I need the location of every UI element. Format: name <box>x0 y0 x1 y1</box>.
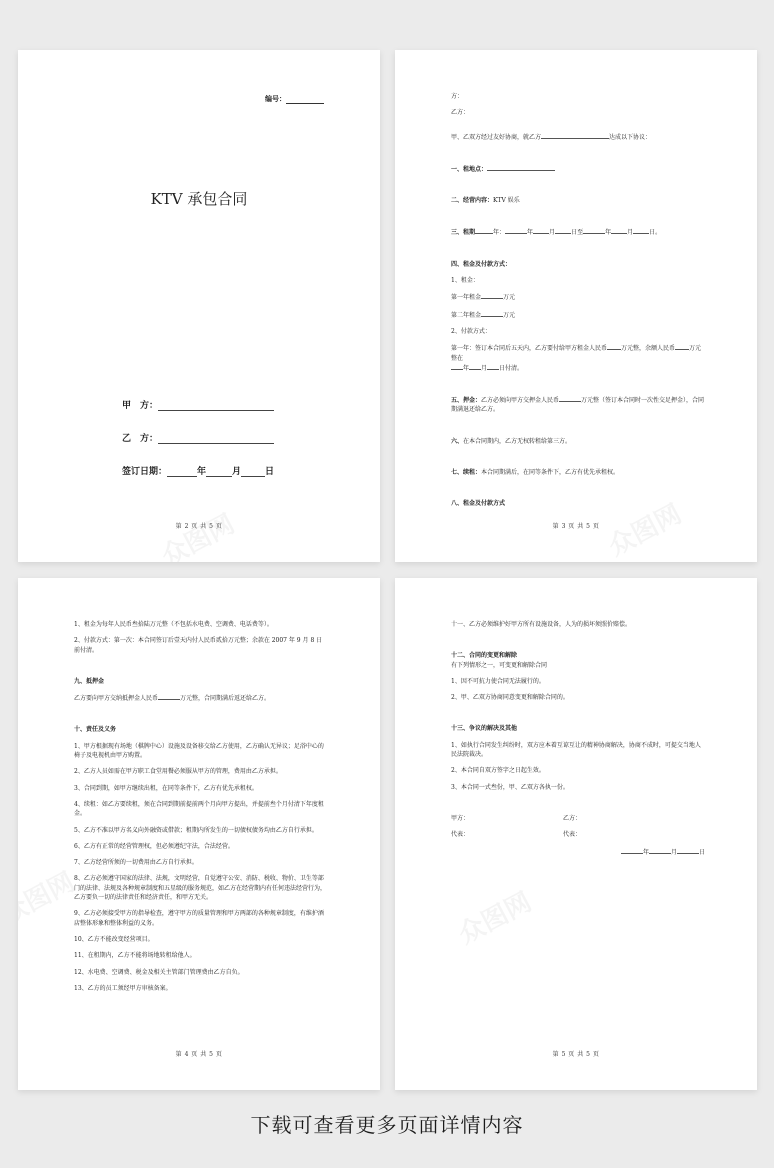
document-page-3 <box>395 50 757 562</box>
party-b-sign-label: 乙方： <box>563 814 582 822</box>
text-line: 1、甲方根据现有场地（棋牌中心）设施及设备移交给乙方使用，乙方确认无异议；足浴中心的椅子及电视机由甲方购置。 <box>74 742 324 760</box>
text-line: 10、乙方不能改变经营项目。 <box>74 935 154 943</box>
text-line: 11、在租期内，乙方不能将场地转租给他人。 <box>74 952 196 960</box>
month-underline <box>206 467 232 477</box>
text-line: 第二年租金 万元 <box>451 311 516 319</box>
text-line: 七、续租：本合同期满后，在同等条件下，乙方有优先承租权。 <box>451 469 620 477</box>
section-heading: 八、租金及付款方式 <box>451 500 506 508</box>
text-line: 2、甲、乙双方协商同意变更和解除合同的。 <box>451 694 569 702</box>
download-caption: 下载可查看更多页面详情内容 <box>250 1113 524 1137</box>
text-line: 4、续租：如乙方要续租，须在合同到期前提前两个月向甲方提出，并提前叁个月付清下年度租金。 <box>74 800 324 818</box>
text-line: 乙方要向甲方交纳抵押金人民币 万元整，合同期满后返还给乙方。 <box>74 695 271 703</box>
serial-number-field <box>265 94 324 104</box>
section-heading: 一、租地点： <box>451 164 705 174</box>
text-line: 第一年租金 万元 <box>451 294 516 302</box>
text-line: 六、在本合同期内，乙方无权转租给第三方。 <box>451 437 572 445</box>
text-line: 8、乙方必须遵守国家的法律、法规，文明经营，自觉遵守公安、消防、税收、物价、卫生等部门的法律、法规及各种规章制度和五星级的服务规范，如乙方在经营期内有任何违法经营行为，乙方要负一切的法律责任和经济责任，和甲方无关。 <box>74 875 327 902</box>
watermark <box>451 882 537 951</box>
party-b-underline <box>158 434 274 444</box>
text-line: 1、租金： <box>451 277 479 285</box>
sign-date-field <box>122 464 274 477</box>
section-heading: 九、抵押金 <box>74 677 105 685</box>
text-line: 9、乙方必须接受甲方的指导检查，遵守甲方的质量管理和甲方两部的各种规章制度，有维护酒店整体形象和整体利益的义务。 <box>74 910 324 927</box>
party-b-rep-label: 代表： <box>563 831 582 839</box>
text-line: 甲、乙双方经过友好协商，就乙方 达成以下协议： <box>451 133 652 141</box>
year-underline <box>167 467 197 477</box>
party-b-label: 乙 方： <box>122 434 159 444</box>
party-a-underline <box>158 401 274 411</box>
text-line: 方： <box>451 93 464 100</box>
page-footer: 第 2 页 共 5 页 <box>175 523 223 530</box>
month-label: 月 <box>232 467 242 477</box>
text-line: 1、租金为每年人民币叁拾陆万元整（不包括水电费、空调费、电话费等）。 <box>74 621 273 628</box>
party-a-rep-label: 代表： <box>451 831 470 839</box>
section-heading: 二、经营内容：KTV 娱乐 <box>451 197 520 205</box>
sign-date: 年 月 日 <box>451 847 705 857</box>
serial-underline <box>286 96 324 104</box>
text-line: 三、租期 年： 年 月 日至 年 月 日。 <box>451 229 662 237</box>
text-line: 2、乙方人员如需在甲方职工食堂用餐必须服从甲方的管理，费用由乙方承担。 <box>74 768 282 776</box>
party-b-field <box>122 431 274 444</box>
page-footer: 第 3 页 共 5 页 <box>552 523 600 530</box>
contract-title: KTV 承包合同 <box>150 190 248 208</box>
text-line: 第一年：签订本合同后五天内，乙方要付给甲方租金人民币 万元整，余额人民币 万元整在 年 月 日付清。 <box>451 345 702 372</box>
page-body <box>451 620 705 857</box>
text-line: 3、本合同一式叁份，甲、乙双方各执一份。 <box>451 783 569 791</box>
sign-date-label: 签订日期： <box>122 467 168 477</box>
section-heading: 十、责任及义务 <box>74 726 117 734</box>
representative-row <box>451 830 705 839</box>
signature-row <box>451 814 705 823</box>
page-body <box>451 92 705 509</box>
text-line: 12、水电费、空调费、税金及相关主管部门管理费由乙方自负。 <box>74 968 244 976</box>
text-line: 5、乙方不准以甲方名义向外融资或借款；租期内所发生的一切债权债务均由乙方自行承担。 <box>74 826 318 834</box>
text-line: 2、付款方式：第一次：本合同签订后壹天内付人民币贰拾万元整；余款在 2007 年 9 月 8 日前付清。 <box>74 637 323 654</box>
watermark <box>18 862 80 931</box>
page-footer: 第 4 页 共 5 页 <box>175 1051 223 1058</box>
party-a-label: 甲 方： <box>122 401 159 411</box>
watermark <box>154 504 240 562</box>
text-line: 1、如执行合同发生纠纷时，双方应本着互谅互让的精神协商解决，协商不成时，可提交当地人民法院裁决。 <box>451 741 701 759</box>
serial-label: 编号： <box>265 94 286 103</box>
party-a-sign-label: 甲方： <box>451 814 470 822</box>
text-line: 乙方： <box>451 109 470 117</box>
party-a-field <box>122 398 274 411</box>
text-line: 7、乙方经营所须的一切费用由乙方自行承担。 <box>74 859 198 867</box>
text-line: 2、本合同自双方签字之日起生效。 <box>451 767 545 775</box>
year-label: 年 <box>197 467 207 477</box>
document-page-5 <box>395 578 757 1090</box>
document-page-cover <box>18 50 380 562</box>
day-underline <box>241 467 265 477</box>
text-line: 6、乙方有正常的经营管理权，但必须遵纪守法，合法经营。 <box>74 842 234 850</box>
section-heading: 四、租金及付款方式： <box>451 260 512 268</box>
document-page-4 <box>18 578 380 1090</box>
text-line: 五、押金：乙方必须向甲方交押金人民币 万元整（签订本合同时一次性交足押金），合同期满退还给乙方。 <box>451 397 705 414</box>
text-line: 3、合同到期，如甲方继续出租，在同等条件下，乙方有优先承租权。 <box>74 784 258 792</box>
day-label: 日 <box>265 467 275 477</box>
text-line: 2、付款方式： <box>451 327 491 335</box>
section-heading: 十二、合同的变更和解除 <box>451 652 518 660</box>
text-line: 有下列情形之一，可变更和解除合同 <box>451 661 548 669</box>
text-line: 13、乙方的员工须经甲方审核备案。 <box>74 984 172 992</box>
text-line: 1、因不可抗力使合同无法履行的。 <box>451 677 545 685</box>
text-line: 十一、乙方必须维护好甲方所有设施设备，人为的损坏须照价赔偿。 <box>451 621 632 628</box>
section-heading: 十三、争议的解决及其他 <box>451 725 518 733</box>
page-footer: 第 5 页 共 5 页 <box>552 1051 600 1058</box>
page-body <box>74 620 328 993</box>
